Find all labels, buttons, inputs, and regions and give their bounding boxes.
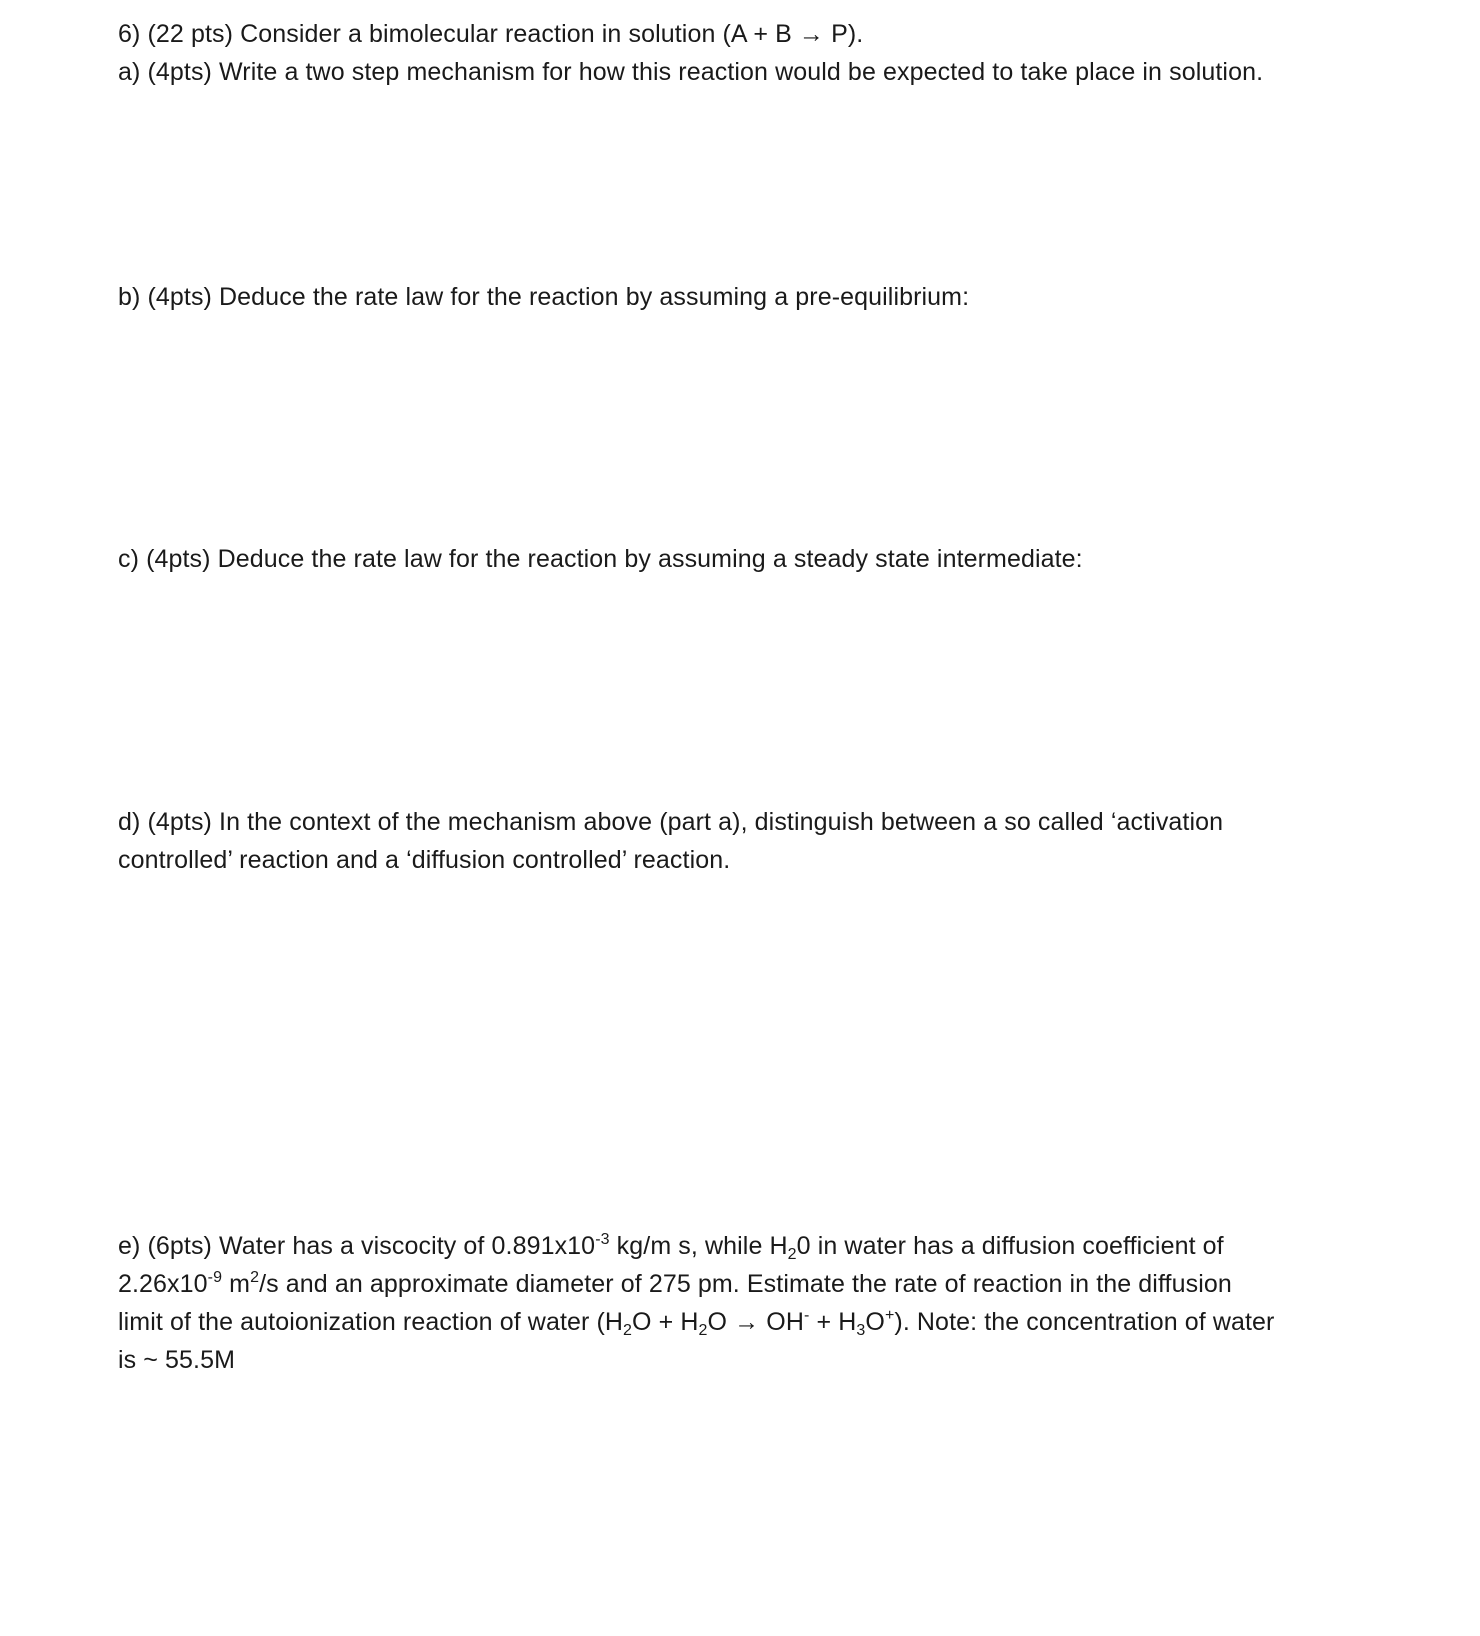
- part-e-text: kg/m s, while H: [609, 1232, 788, 1260]
- part-e-text: 2.26x10: [118, 1270, 208, 1298]
- superscript: +: [884, 1307, 895, 1324]
- subscript: 3: [856, 1322, 866, 1339]
- exponent: -9: [207, 1269, 223, 1286]
- part-b-prompt: b) (4pts) Deduce the rate law for the reaction by assuming a pre-equilibrium:: [118, 283, 970, 311]
- part-e-text: 0 in water has a diffusion coefficient of: [796, 1232, 1224, 1260]
- part-d-prompt-line2: controlled’ reaction and a ‘diffusion controlled’ reaction.: [118, 846, 731, 874]
- part-e-text: O: [707, 1308, 735, 1336]
- part-a-prompt: a) (4pts) Write a two step mechanism for how this reaction would be expected to take place in solution.: [118, 58, 1264, 86]
- subscript: 2: [698, 1322, 708, 1339]
- part-e-text: limit of the autoionization reaction of water (H: [118, 1308, 624, 1336]
- part-e-text: m: [222, 1270, 251, 1298]
- superscript: -: [804, 1307, 810, 1324]
- part-e-line1: [118, 1227, 1224, 1266]
- part-e-line2: [118, 1265, 1232, 1304]
- part-e-text: OH: [759, 1308, 804, 1336]
- part-e-line3: [118, 1303, 1274, 1342]
- part-e-text: + H: [809, 1308, 857, 1336]
- question-header: 6) (22 pts) Consider a bimolecular reaction in solution (A + B → P).: [118, 20, 864, 48]
- exponent: 2: [250, 1269, 260, 1286]
- part-e-text: ). Note: the concentration of water: [894, 1308, 1275, 1336]
- part-e-text: O: [865, 1308, 885, 1336]
- part-e-text: O + H: [632, 1308, 699, 1336]
- subscript: 2: [787, 1246, 797, 1263]
- part-c-prompt: c) (4pts) Deduce the rate law for the reaction by assuming a steady state intermediate:: [118, 545, 1083, 573]
- part-d-prompt-line1: d) (4pts) In the context of the mechanism above (part a), distinguish between a so called ‘activation: [118, 808, 1224, 836]
- part-e-text: /s and an approximate diameter of 275 pm. Estimate the rate of reaction in the diffusion: [259, 1270, 1232, 1298]
- exponent: -3: [595, 1231, 610, 1248]
- reaction-arrow: →: [734, 1308, 760, 1336]
- part-e-text: e) (6pts) Water has a viscocity of 0.891x10: [118, 1232, 596, 1260]
- subscript: 2: [623, 1322, 633, 1339]
- part-e-line4: is ~ 55.5M: [118, 1346, 236, 1374]
